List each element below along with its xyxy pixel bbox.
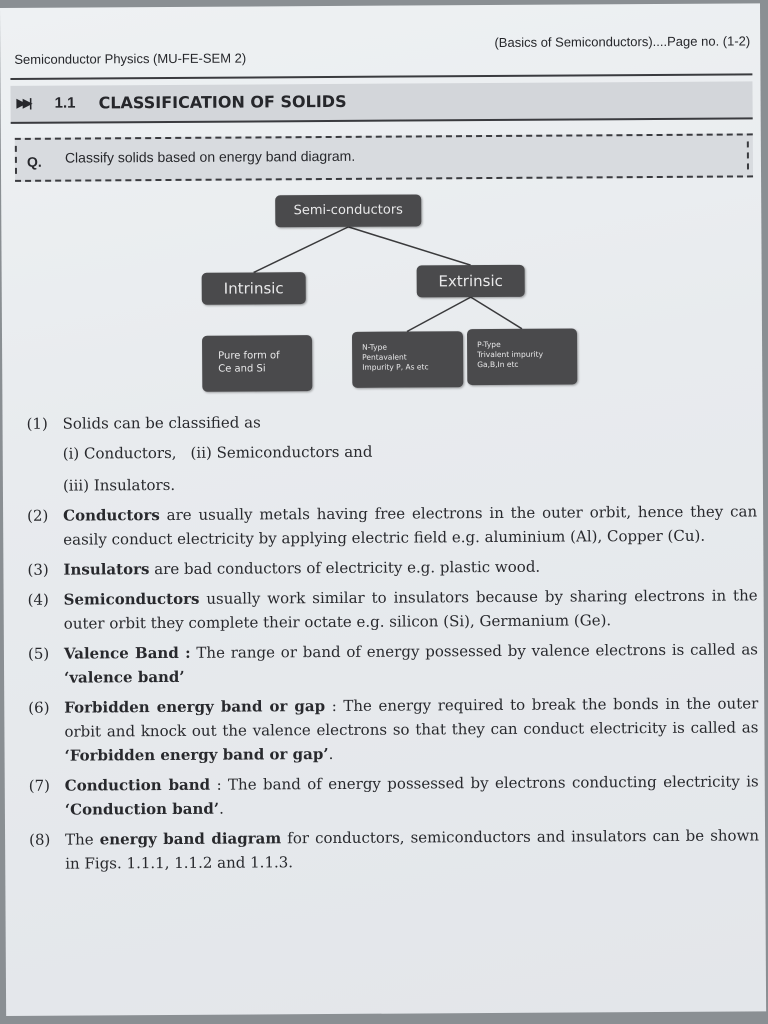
- list-item: [29, 769, 759, 821]
- header-book-title: Semiconductor Physics (MU-FE-SEM 2): [14, 50, 247, 67]
- item-number: (1): [26, 414, 48, 433]
- list-item: [27, 553, 757, 581]
- node-extrinsic: Extrinsic: [417, 265, 525, 298]
- node-ntype-line1: N-Type: [362, 342, 387, 352]
- item-term: Forbidden energy band or gap: [64, 697, 326, 717]
- sub-item: (i) Conductors,: [62, 443, 177, 463]
- node-p-type: [467, 328, 577, 385]
- item-number: (6): [28, 698, 50, 717]
- item-prefix: The: [65, 830, 100, 849]
- list-item: [28, 637, 758, 689]
- item-term: energy band diagram: [99, 829, 282, 849]
- textbook-page: [0, 3, 766, 1016]
- question-label: Q.: [26, 153, 42, 170]
- item-term-quoted: ‘Conduction band’: [64, 799, 220, 819]
- connector-extrinsic-ptype: [471, 297, 522, 329]
- section-heading: [10, 81, 752, 124]
- item-term: Conductors: [63, 506, 160, 525]
- section-number: 1.1: [54, 94, 76, 112]
- item-text: : The energy required to break the bonds in the outer orbit and knock out the valence electrons so that they can conduct electricity is called as: [64, 694, 759, 741]
- item-number: (2): [27, 506, 49, 525]
- node-pure-line2: Ce and Si: [218, 363, 266, 375]
- item-tail: .: [328, 744, 334, 764]
- connector-root-extrinsic: [348, 226, 470, 266]
- header-page-ref: (Basics of Semiconductors)....Page no. (1-2): [494, 33, 751, 50]
- list-item: [29, 823, 759, 875]
- item-text: The range or band of energy possessed by valence electrons is called as: [190, 640, 759, 662]
- classification-tree-diagram: [1, 187, 762, 402]
- item-number: (3): [27, 560, 49, 579]
- node-pure-line1: Pure form of: [218, 350, 280, 362]
- item-number: (4): [27, 590, 49, 609]
- item-tail: .: [219, 799, 224, 818]
- item-text: are usually metals having free electrons in the outer orbit, hence they can easily conduct electricity by applying electric field e.g. aluminium (Al), Copper (Cu).: [63, 502, 758, 549]
- item-text: for conductors, semiconductors and insulators can be shown in Figs. 1.1.1, 1.1.2 and 1.1.3.: [65, 826, 760, 873]
- sub-item: (iii) Insulators.: [62, 475, 176, 495]
- node-ptype-line2: Trivalent impurity: [477, 349, 544, 360]
- header-rule: [10, 73, 752, 80]
- list-item: [26, 407, 756, 435]
- running-head: [14, 33, 750, 73]
- item-text: usually work similar to insulators because by sharing electrons in the outer orbit they complete their octate e.g. silicon (Si), Germanium (Ge).: [63, 586, 758, 633]
- connector-extrinsic-ntype: [407, 297, 471, 331]
- question-box: [15, 133, 753, 182]
- item-term: Valence Band :: [63, 643, 191, 663]
- node-semiconductors: Semi-conductors: [275, 194, 421, 227]
- item-term-quoted: ‘Forbidden energy band or gap’: [64, 745, 329, 765]
- node-pure-form: [202, 335, 312, 392]
- list-item: [28, 691, 758, 767]
- list-item: [27, 499, 757, 551]
- question-text: Classify solids based on energy band diagram.: [64, 147, 356, 166]
- connector-root-intrinsic: [253, 227, 348, 273]
- item-text: Solids can be classified as: [62, 413, 261, 433]
- node-ptype-line3: Ga,B,In etc: [477, 359, 519, 370]
- item-term-quoted: ‘valence band’: [64, 667, 185, 687]
- item-number: (5): [27, 644, 50, 663]
- sub-item: (ii) Semiconductors and: [190, 442, 373, 462]
- item-text: are bad conductors of electricity e.g. plastic wood.: [149, 557, 541, 579]
- item-number: (7): [28, 776, 51, 795]
- node-ptype-line1: P-Type: [477, 339, 501, 350]
- node-ntype-line3: Impurity P, As etc: [362, 362, 429, 372]
- sub-list: [63, 437, 757, 497]
- node-intrinsic: Intrinsic: [202, 272, 306, 305]
- fast-forward-icon: ▶▶|: [16, 95, 30, 110]
- item-term: Semiconductors: [63, 589, 200, 609]
- section-title: CLASSIFICATION OF SOLIDS: [98, 91, 347, 113]
- node-ntype-line2: Pentavalent: [362, 352, 407, 362]
- list-item: [28, 583, 758, 635]
- body-list: [26, 407, 759, 881]
- item-term: Insulators: [63, 560, 150, 579]
- item-text: : The band of energy possessed by electrons conducting electricity is: [210, 772, 759, 794]
- item-number: (8): [29, 830, 51, 849]
- item-term: Conduction band: [64, 775, 211, 795]
- node-n-type: [352, 331, 463, 388]
